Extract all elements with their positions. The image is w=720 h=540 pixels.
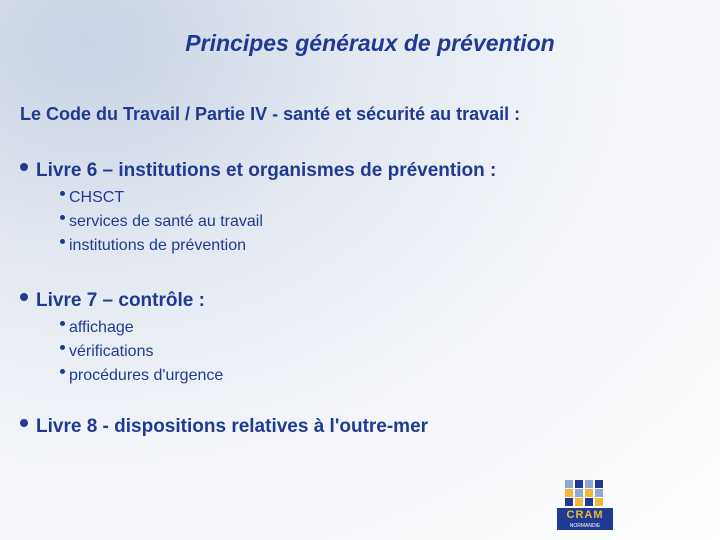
bullet-icon [60,369,65,374]
section-heading: Livre 7 – contrôle : [36,290,205,311]
bullet-icon [20,293,28,301]
bullet-icon [60,321,65,326]
list-item: CHSCT [60,189,124,207]
section-livre-7 [20,290,205,312]
bullet-icon [60,239,65,244]
bullet-icon [60,191,65,196]
section-livre-6 [20,160,496,182]
logo-grid-icon [561,478,609,506]
bullet-icon [60,215,65,220]
intro-text: Le Code du Travail / Partie IV - santé et sécurité au travail : [20,104,521,124]
list-item: institutions de prévention [60,237,246,255]
bullet-icon [60,345,65,350]
section-heading: Livre 8 - dispositions relatives à l'outre-mer [36,416,429,437]
slide-title: Principes généraux de prévention [185,30,555,56]
list-item: procédures d'urgence [60,367,223,385]
logo-text: CRAM [557,508,613,522]
bullet-icon [20,163,28,171]
cram-logo [557,478,613,530]
section-heading: Livre 6 – institutions et organismes de prévention : [36,160,497,181]
section-livre-8 [20,416,428,438]
list-item: vérifications [60,343,153,361]
list-item: services de santé au travail [60,213,263,231]
bullet-icon [20,419,28,427]
logo-subtitle: NORMANDIE [557,522,613,530]
list-item: affichage [60,319,134,337]
